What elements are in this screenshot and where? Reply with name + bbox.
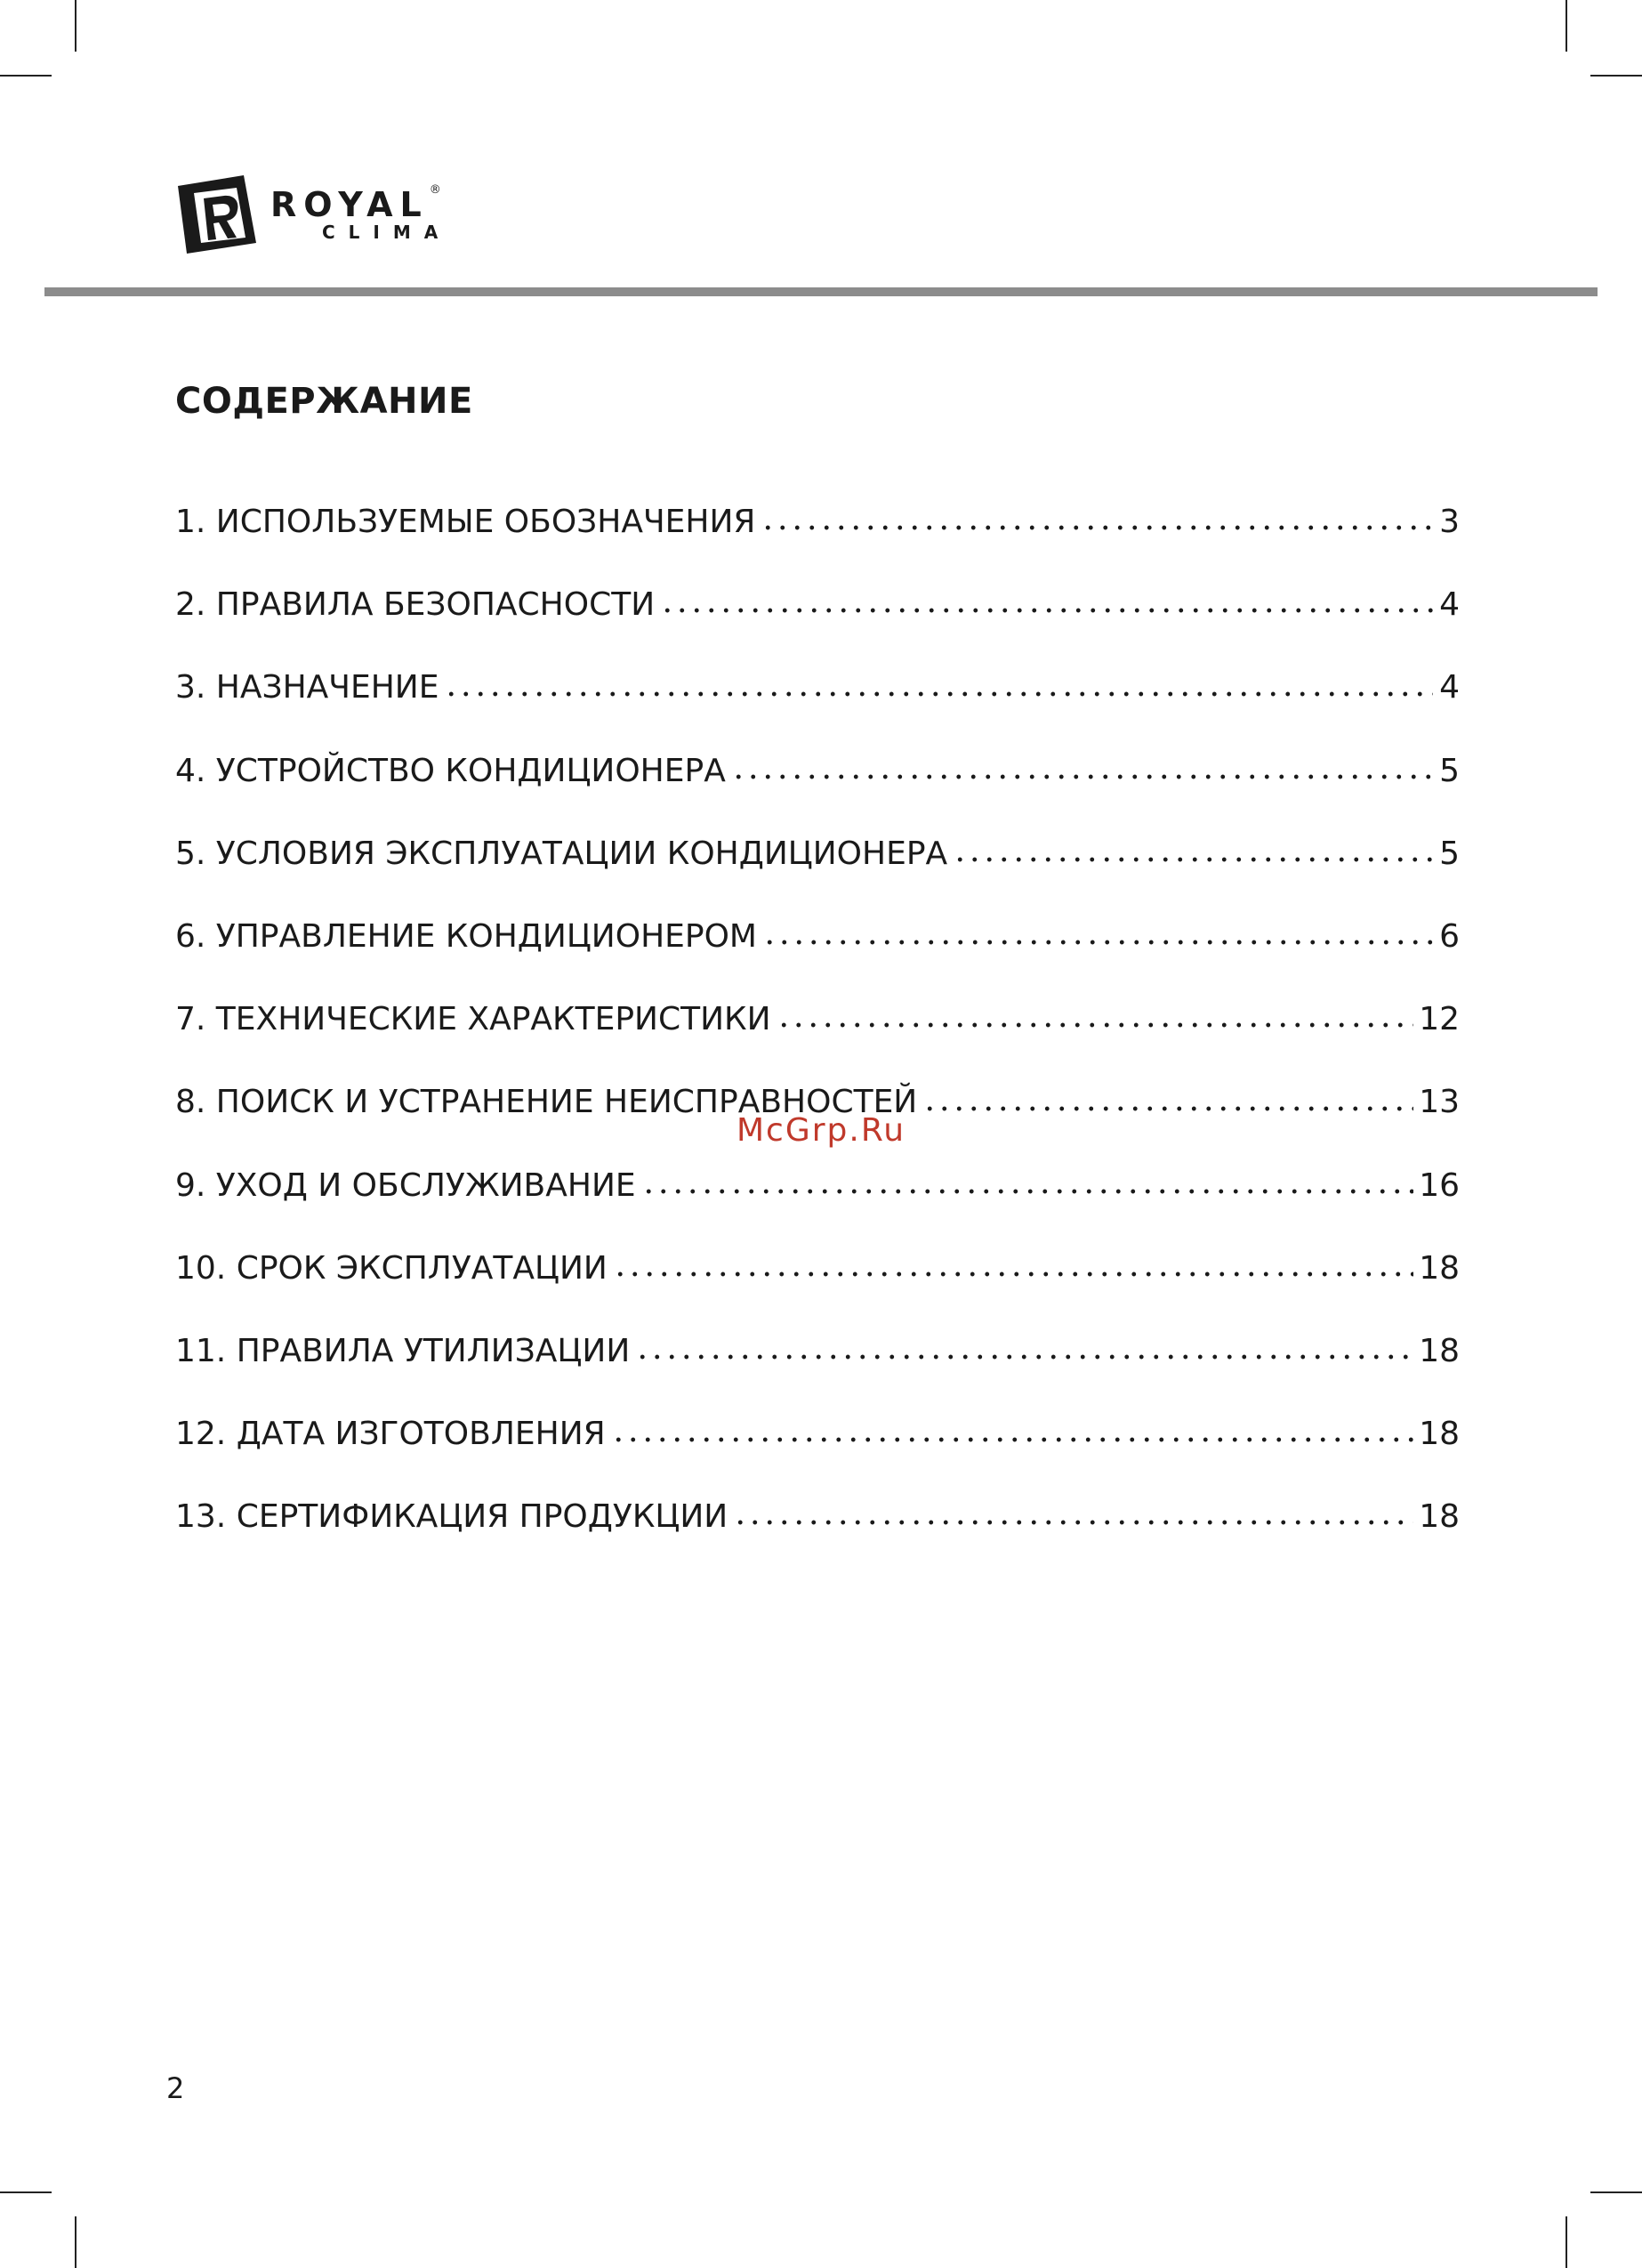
toc-leader-dots xyxy=(777,1016,1414,1034)
toc-item-label: 10. СРОК ЭКСПЛУАТАЦИИ xyxy=(175,1249,608,1287)
toc-item-page: 4 xyxy=(1439,586,1460,624)
toc-leader-dots xyxy=(613,1265,1413,1283)
toc-item-page: 5 xyxy=(1439,835,1460,872)
toc-item-page: 18 xyxy=(1419,1416,1460,1453)
crop-mark xyxy=(0,2191,52,2193)
toc-item-label: 2. ПРАВИЛА БЕЗОПАСНОСТИ xyxy=(175,586,656,624)
toc-item-page: 5 xyxy=(1439,752,1460,789)
crop-mark xyxy=(1590,75,1642,77)
brand-subname: CLIMA xyxy=(322,222,452,243)
toc-item-page: 3 xyxy=(1439,504,1460,541)
watermark-text: McGrp.Ru xyxy=(736,1112,906,1149)
crop-mark xyxy=(0,75,52,77)
toc-item-label: 11. ПРАВИЛА УТИЛИЗАЦИИ xyxy=(175,1332,631,1369)
toc-item-page: 18 xyxy=(1419,1332,1460,1369)
toc-item-page: 4 xyxy=(1439,669,1460,706)
toc-leader-dots xyxy=(444,685,1433,703)
toc-leader-dots xyxy=(761,519,1433,537)
crop-mark xyxy=(75,2216,76,2268)
brand-logo xyxy=(174,174,451,255)
toc-item-page: 6 xyxy=(1439,918,1460,956)
toc-leader-dots xyxy=(641,1182,1414,1200)
crop-mark xyxy=(1590,2191,1642,2193)
toc-item-label: 13. СЕРТИФИКАЦИЯ ПРОДУКЦИИ xyxy=(175,1498,728,1536)
toc-item[interactable] xyxy=(175,812,1460,895)
toc-leader-dots xyxy=(611,1431,1414,1449)
crop-mark xyxy=(1566,0,1567,52)
page-number: 2 xyxy=(166,2071,185,2105)
toc-item[interactable] xyxy=(175,646,1460,729)
toc-item-page: 18 xyxy=(1419,1249,1460,1287)
toc-leader-dots xyxy=(953,851,1433,868)
toc-leader-dots xyxy=(635,1348,1413,1366)
toc-item-page: 13 xyxy=(1419,1084,1460,1121)
toc-item[interactable] xyxy=(175,978,1460,1061)
registered-mark: ® xyxy=(429,183,441,197)
toc-item[interactable] xyxy=(175,480,1460,563)
toc-item-page: 16 xyxy=(1419,1166,1460,1204)
toc-title: СОДЕРЖАНИЕ xyxy=(175,381,473,422)
toc-item[interactable] xyxy=(175,563,1460,646)
toc-item-label: 8. ПОИСК И УСТРАНЕНИЕ НЕИСПРАВНОСТЕЙ xyxy=(175,1084,918,1121)
toc-leader-dots xyxy=(733,1513,1413,1531)
toc-leader-dots xyxy=(731,768,1433,786)
toc-item[interactable] xyxy=(175,1392,1460,1475)
toc-item-label: 6. УПРАВЛЕНИЕ КОНДИЦИОНЕРОМ xyxy=(175,918,757,956)
toc-item[interactable] xyxy=(175,1144,1460,1227)
toc-leader-dots xyxy=(762,933,1433,951)
toc-item-label: 4. УСТРОЙСТВО КОНДИЦИОНЕРА xyxy=(175,752,726,789)
brand-name: ROYAL® xyxy=(270,183,441,224)
crop-mark xyxy=(1566,2216,1567,2268)
toc-item[interactable] xyxy=(175,1310,1460,1392)
toc-item-label: 12. ДАТА ИЗГОТОВЛЕНИЯ xyxy=(175,1416,606,1453)
toc-item-page: 18 xyxy=(1419,1498,1460,1536)
toc-item-label: 5. УСЛОВИЯ ЭКСПЛУАТАЦИИ КОНДИЦИОНЕРА xyxy=(175,835,948,872)
toc-item-page: 12 xyxy=(1419,1001,1460,1038)
header-rule xyxy=(44,287,1598,296)
royal-clima-logo-mark xyxy=(174,174,260,255)
toc-item[interactable] xyxy=(175,895,1460,978)
toc-item[interactable] xyxy=(175,730,1460,812)
toc-item-label: 7. ТЕХНИЧЕСКИЕ ХАРАКТЕРИСТИКИ xyxy=(175,1001,771,1038)
toc-item-label: 1. ИСПОЛЬЗУЕМЫЕ ОБОЗНАЧЕНИЯ xyxy=(175,504,756,541)
toc-item-label: 9. УХОД И ОБСЛУЖИВАНИЕ xyxy=(175,1166,636,1204)
toc-leader-dots xyxy=(660,601,1433,619)
toc-leader-dots xyxy=(922,1100,1413,1118)
toc-item-label: 3. НАЗНАЧЕНИЕ xyxy=(175,669,439,706)
toc-item[interactable] xyxy=(175,1475,1460,1558)
toc-list xyxy=(175,480,1460,1558)
toc-item[interactable] xyxy=(175,1227,1460,1310)
crop-mark xyxy=(75,0,76,52)
